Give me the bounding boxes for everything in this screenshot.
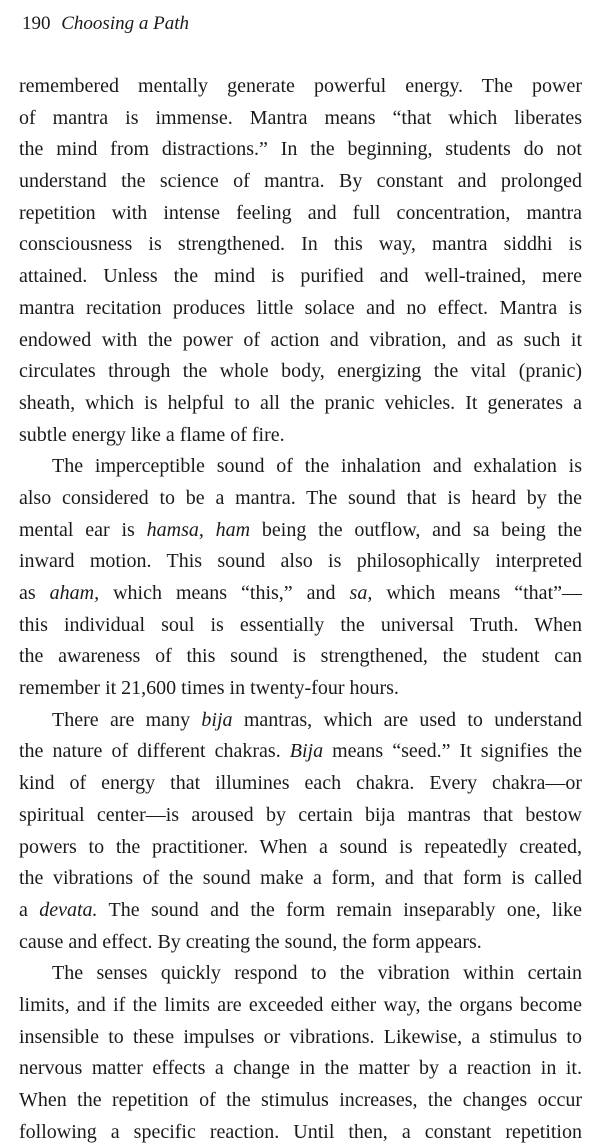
- text-line: [19, 325, 582, 357]
- text-run: the vibrations of the sound make a form, and that form is called: [19, 867, 582, 890]
- italic-term: Bija: [289, 740, 324, 763]
- text-line: [19, 673, 582, 705]
- text-run: There are many: [52, 708, 202, 731]
- text-run: means “seed.” It signifies the: [323, 740, 582, 763]
- italic-term: devata.: [39, 898, 98, 921]
- text-line: [19, 388, 582, 420]
- text-line: [19, 1053, 582, 1085]
- text-run: cause and effect. By creating the sound, the form appears.: [19, 930, 482, 953]
- paragraph: [19, 71, 582, 451]
- paragraph: [19, 958, 582, 1148]
- text-line: [19, 546, 582, 578]
- text-run: kind of energy that illumines each chakra. Every chakra—or: [19, 772, 582, 795]
- text-run: which means “that”—: [372, 582, 582, 604]
- text-line: [19, 705, 582, 737]
- text-line: [19, 134, 582, 166]
- text-line: [19, 641, 582, 673]
- text-run: the nature of different chakras.: [19, 740, 290, 763]
- text-run: subtle energy like a flame of fire.: [19, 423, 285, 446]
- text-line: [19, 515, 582, 547]
- text-line: [19, 990, 582, 1022]
- text-line: [19, 356, 582, 388]
- text-line: [19, 578, 582, 610]
- text-line: [19, 768, 582, 800]
- text-run: as: [19, 582, 50, 604]
- text-run: The imperceptible sound of the inhalation and exhalation is: [52, 455, 582, 478]
- text-run: powers to the practitioner. When a sound is repeatedly created,: [19, 835, 582, 858]
- text-run: the mind from distractions.” In the beginning, students do not: [19, 138, 582, 161]
- text-line: [19, 166, 582, 198]
- page-number: 190: [22, 13, 51, 34]
- italic-term: hamsa, ham: [146, 518, 251, 541]
- chapter-title: Choosing a Path: [61, 13, 189, 34]
- text-line: [19, 832, 582, 864]
- text-run: also considered to be a mantra. The sound that is heard by the: [19, 486, 582, 509]
- text-run: attained. Unless the mind is purified and well-trained, mere: [19, 265, 582, 288]
- text-run: circulates through the whole body, energizing the vital (pranic): [19, 360, 582, 383]
- text-line: [19, 736, 582, 768]
- text-line: [19, 800, 582, 832]
- text-run: repetition with intense feeling and full concentration, mantra: [19, 201, 582, 224]
- text-run: limits, and if the limits are exceeded either way, the organs become: [19, 993, 582, 1016]
- text-run: sheath, which is helpful to all the pranic vehicles. It generates a: [19, 391, 582, 414]
- text-run: of mantra is immense. Mantra means “that which liberates: [19, 106, 582, 129]
- text-run: remembered mentally generate powerful energy. The power: [19, 75, 582, 97]
- text-run: spiritual center—is aroused by certain bija mantras that bestow: [19, 803, 582, 826]
- text-run: mental ear is: [19, 518, 147, 541]
- paragraph: [19, 451, 582, 705]
- text-run: mantra recitation produces little solace and no effect. Mantra is: [19, 296, 582, 319]
- text-run: understand the science of mantra. By constant and prolonged: [19, 170, 582, 193]
- text-line: [19, 610, 582, 642]
- paragraph: [19, 705, 582, 959]
- text-run: a: [19, 898, 40, 921]
- text-line: [19, 420, 582, 452]
- text-run: The sound and the form remain inseparably one, like: [97, 898, 582, 921]
- text-run: this individual soul is essentially the universal Truth. When: [19, 613, 582, 636]
- text-run: being the outflow, and sa being the: [250, 518, 582, 541]
- text-line: [19, 958, 582, 990]
- text-line: [19, 103, 582, 135]
- text-run: consciousness is strengthened. In this way, mantra siddhi is: [19, 233, 582, 256]
- italic-term: aham,: [49, 582, 100, 604]
- text-run: endowed with the power of action and vibration, and as such it: [19, 328, 582, 351]
- text-run: insensible to these impulses or vibrations. Likewise, a stimulus to: [19, 1025, 582, 1048]
- text-line: [19, 1117, 582, 1148]
- text-line: [19, 863, 582, 895]
- text-run: mantras, which are used to understand: [232, 708, 582, 731]
- text-line: [19, 71, 582, 103]
- text-line: [19, 1085, 582, 1117]
- text-run: When the repetition of the stimulus increases, the changes occur: [19, 1089, 582, 1111]
- text-line: [19, 451, 582, 483]
- text-line: [19, 895, 582, 927]
- body-text: [19, 71, 582, 1148]
- text-line: [19, 198, 582, 230]
- text-line: [19, 483, 582, 515]
- italic-term: bija: [201, 708, 233, 731]
- text-run: which means “this,” and: [99, 582, 350, 604]
- text-line: [19, 261, 582, 293]
- text-run: remember it 21,600 times in twenty-four hours.: [19, 677, 399, 700]
- text-line: [19, 1022, 582, 1054]
- text-line: [19, 229, 582, 261]
- running-head: [22, 12, 189, 36]
- text-run: The senses quickly respond to the vibration within certain: [52, 962, 582, 985]
- text-run: nervous matter effects a change in the matter by a reaction in it.: [19, 1057, 582, 1080]
- text-run: the awareness of this sound is strengthened, the student can: [19, 645, 582, 668]
- text-line: [19, 293, 582, 325]
- text-run: inward motion. This sound also is philosophically interpreted: [19, 550, 582, 573]
- text-run: following a specific reaction. Until then, a constant repetition: [19, 1120, 582, 1143]
- text-line: [19, 927, 582, 959]
- italic-term: sa,: [349, 582, 373, 604]
